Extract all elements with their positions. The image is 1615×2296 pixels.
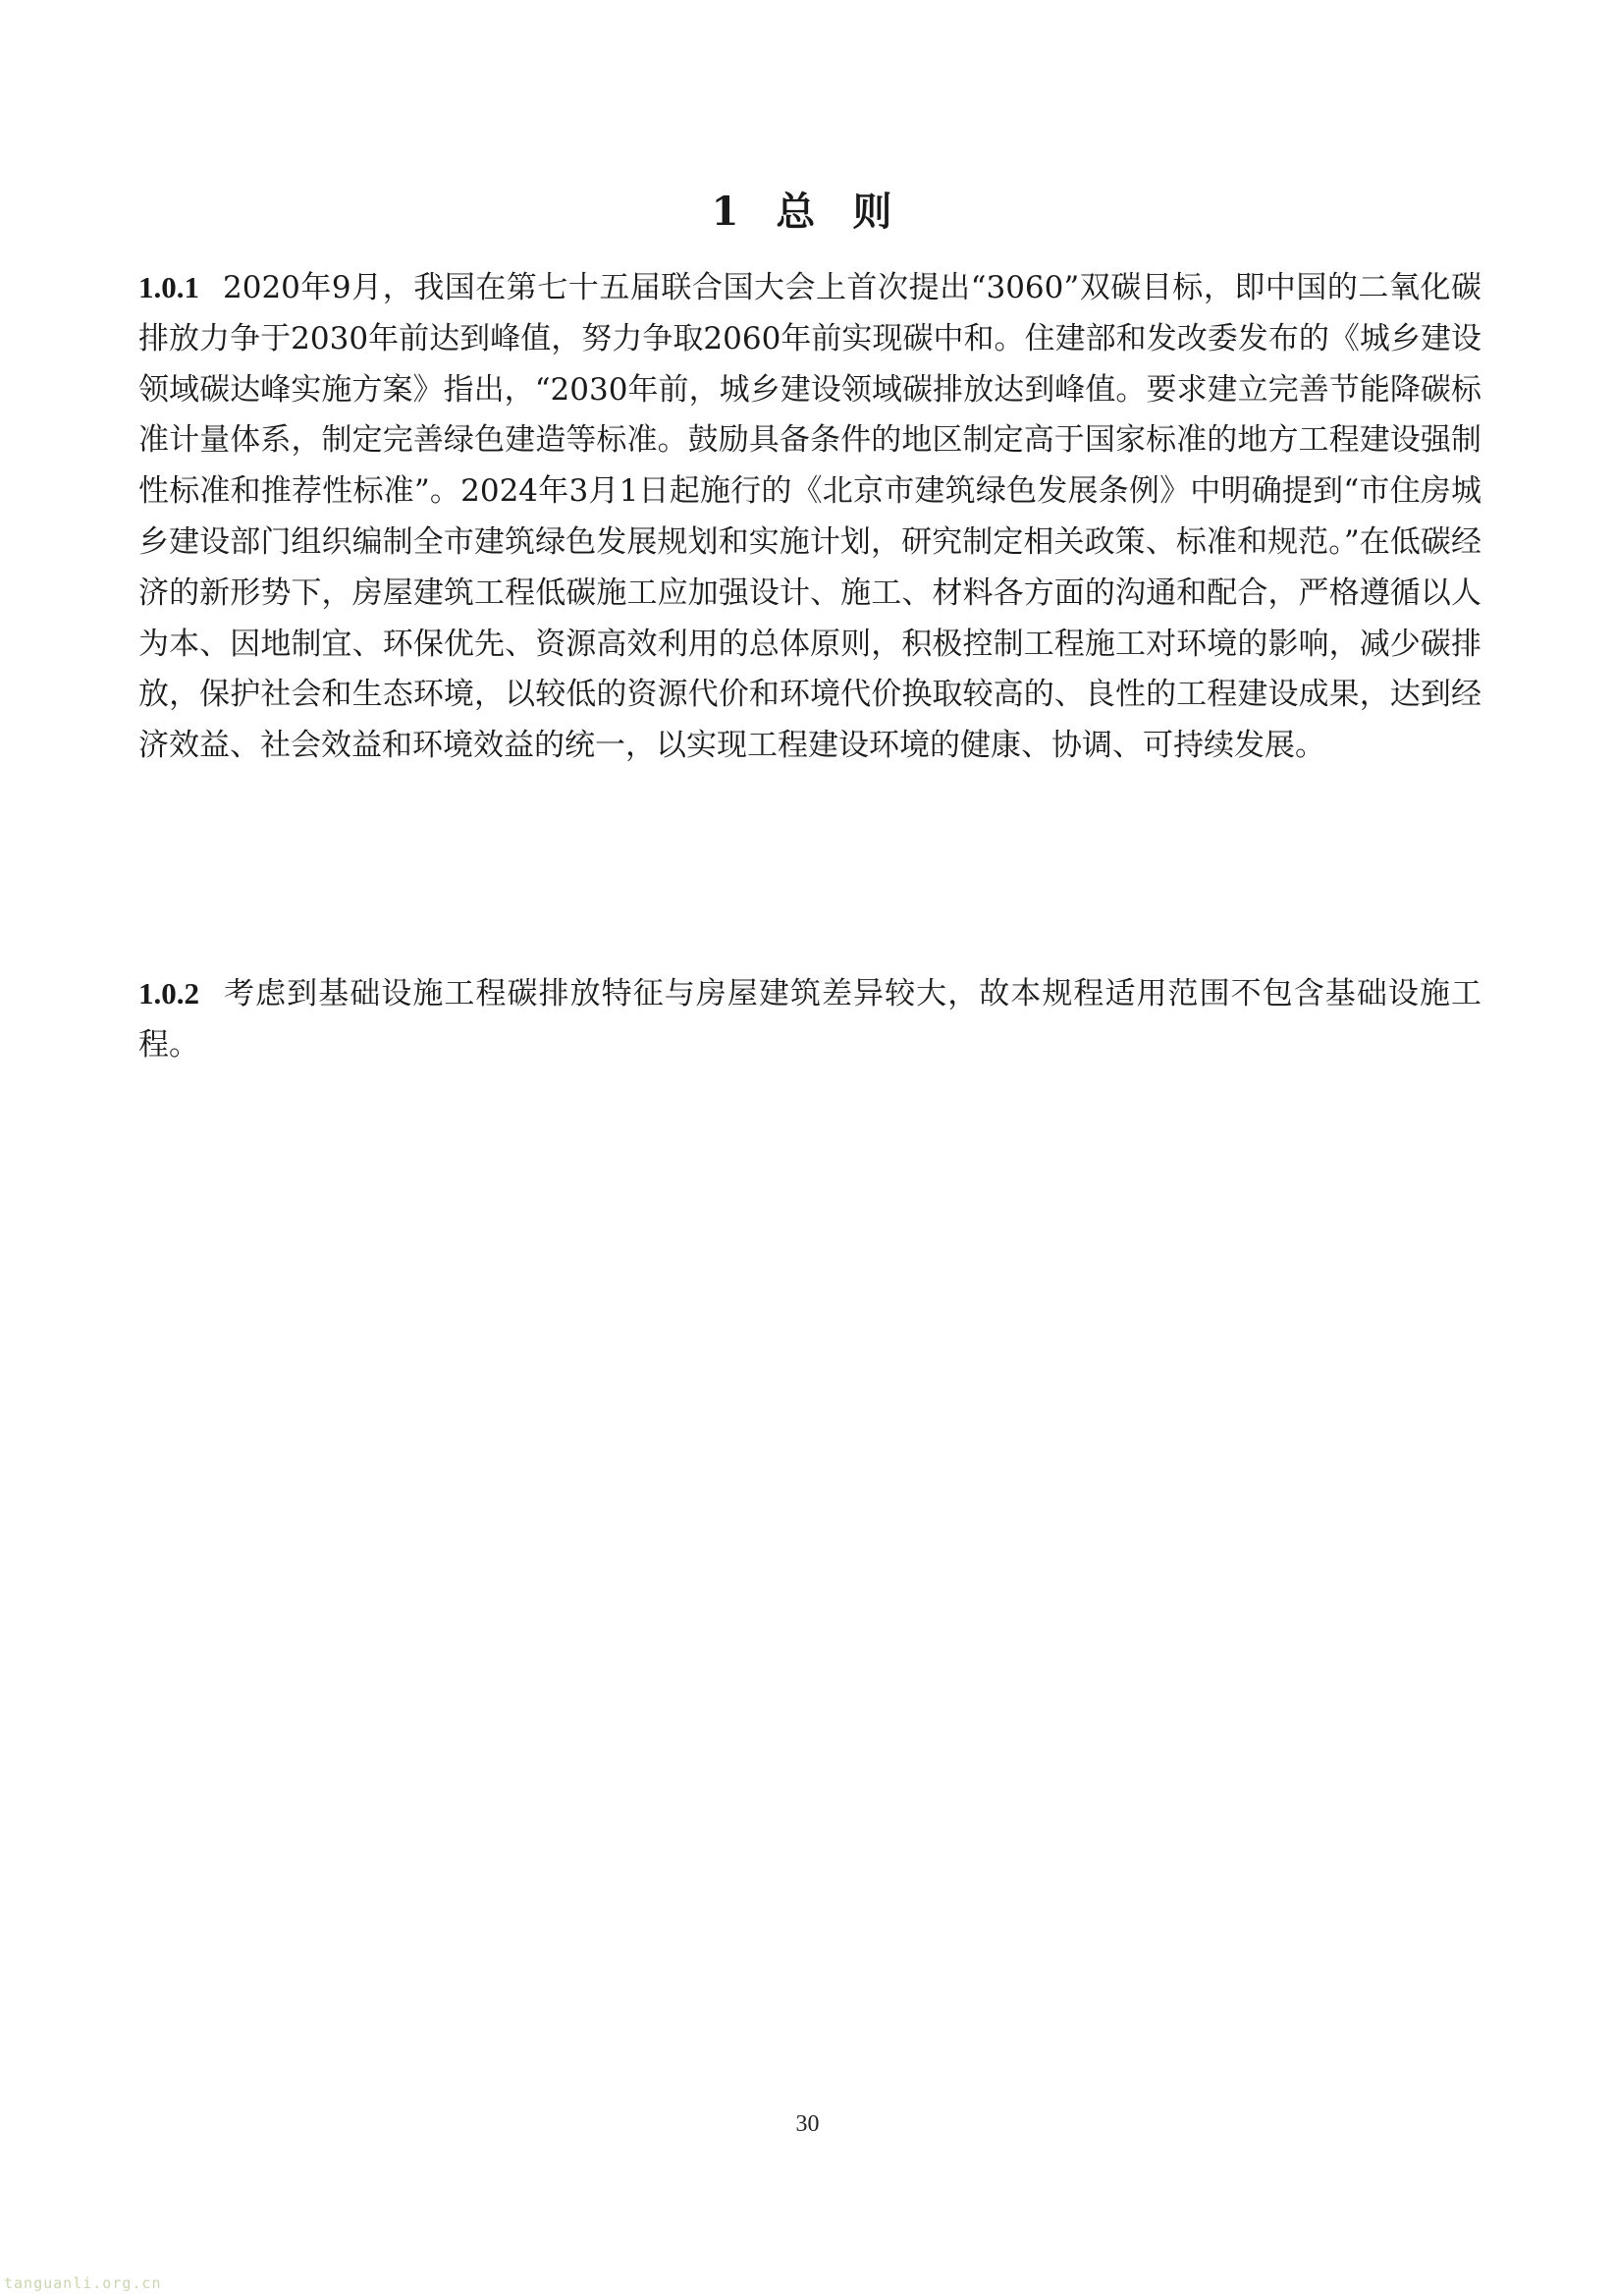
- clause-1-0-1: [138, 262, 1481, 772]
- chapter-title: 1 总 则: [711, 189, 904, 235]
- clause-number: 1.0.1: [138, 270, 199, 304]
- watermark: tanguanli.org.cn: [4, 2274, 162, 2292]
- clause-1-0-2: [138, 968, 1481, 1071]
- page-number: 30: [795, 2111, 820, 2137]
- clause-text: 考虑到基础设施工程碳排放特征与房屋建筑差异较大，故本规程适用范围不包含基础设施工程。: [138, 976, 1481, 1063]
- clause-text: 2020年9月，我国在第七十五届联合国大会上首次提出“3060”双碳目标，即中国的二氧化碳排放力争于2030年前达到峰值，努力争取2060年前实现碳中和。住建部和发改委发布的《城乡建设领域碳达峰实施方案》指出，“2030年前，城乡建设领域碳排放达到峰值。要求建立完善节能降碳标准计量体系，制定完善绿色建造等标准。鼓励具备条件的地区制定高于国家标准的地方工程建设强制性标准和推荐性标准”。2024年3月1日起施行的《北京市建筑绿色发展条例》中明确提到“市住房城乡建设部门组织编制全市建筑绿色发展规划和实施计划，研究制定相关政策、标准和规范。”在低碳经济的新形势下，房屋建筑工程低碳施工应加强设计、施工、材料各方面的沟通和配合，严格遵循以人为本、因地制宜、环保优先、资源高效利用的总体原则，积极控制工程施工对环境的影响，减少碳排放，保护社会和生态环境，以较低的资源代价和环境代价换取较高的、良性的工程建设成果，达到经济效益、社会效益和环境效益的统一，以实现工程建设环境的健康、协调、可持续发展。: [138, 270, 1481, 764]
- clause-number: 1.0.2: [138, 976, 199, 1011]
